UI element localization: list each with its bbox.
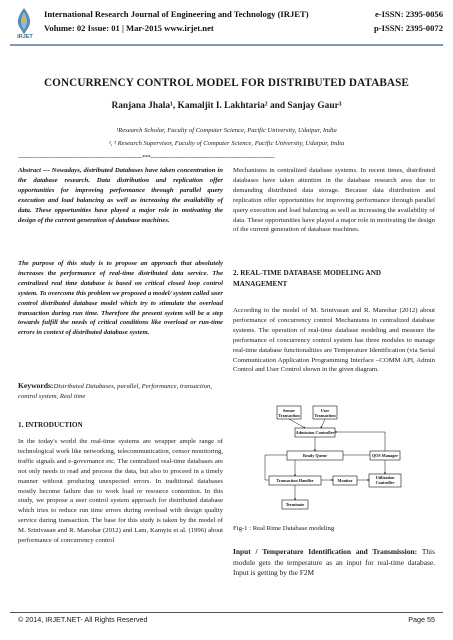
issue-line: Volume: 02 Issue: 01 | Mar-2015 www.irjet.net <box>44 23 214 33</box>
header-divider <box>10 44 443 46</box>
logo-text: IRJET <box>17 34 33 40</box>
admission-label: Admission Controller <box>295 430 335 435</box>
utilization-label-2: Controller <box>375 480 395 485</box>
ready-queue-label: Ready Queue <box>302 453 328 458</box>
eissn: e-ISSN: 2395-0056 <box>374 9 443 19</box>
intro-paragraph: In the today's world the real-time systems are wrapper ample range of technological work like networking, telecommunication, censor monitoring, traffic signals and e-governance etc. The centralized real-time databases are not only needs to read and process the data, but also to proceed in a timely manner without producing unexpected errors. In traditional databases mostly become failure due to work load or resource contention. In this study, we propose a user control system approach for distributed database which tries to reduce run time errors during overload with design quality service during transaction. The base for this study is taken by the model of M. Srinivasan and R. Manohar (2012) and Lam, Kamyiu et al. (1996) about performance of concurrency control <box>18 438 223 545</box>
affiliation-2: ², ³ Research Supervisor, Faculty of Computer Science, Pacific University, Udaipur, India <box>108 140 345 147</box>
keywords-label: Keywords: <box>18 381 54 390</box>
right-paragraph-2: According to the model of M. Srinivasan and R. Manohar (2012) about performance of concurrency control Mechanisms in centralized database systems. The operation of real-time database modeling and measure the performance of concurrency control system has three modules to manage real-time database functionalities are Temperature Identification (via Serial Communication Application Programming Interface –COMM API, Admin Control and User Control shown in the given diagram. <box>233 307 435 374</box>
utilization-label: Utilization <box>375 475 395 480</box>
figure-1-diagram <box>257 404 412 512</box>
sensor-label: Sensor <box>282 408 296 413</box>
journal-name: International Research Journal of Engineering and Technology (IRJET) <box>44 9 309 19</box>
paper-title: CONCURRENCY CONTROL MODEL FOR DISTRIBUTED DATABASE <box>43 77 409 89</box>
affiliation-1: ¹Research Scholar, Faculty of Computer Science, Pacific University, Udaipur, India <box>116 127 337 134</box>
section-2-heading: 2. REAL-TIME DATABASE MODELING AND MANAGEMENT <box>233 269 382 288</box>
footer-divider <box>10 612 443 613</box>
qos-label: QOS Manager <box>371 453 399 458</box>
copyright: © 2014, IRJET.NET- All Rights Reserved <box>18 615 148 624</box>
user-label: User <box>320 408 330 413</box>
section-separator: ---------------------------------------------------------------------***--------------------------------------------------------------------- <box>18 155 275 161</box>
pissn: p-ISSN: 2395-0072 <box>374 23 443 33</box>
intro-heading: 1. INTRODUCTION <box>18 421 83 429</box>
user-label-2: Transaction <box>314 413 336 418</box>
journal-header <box>10 6 443 46</box>
right-paragraph-3 <box>233 547 435 579</box>
module-heading: Input / Temperature Identification and Transmission: <box>233 547 418 556</box>
right-paragraph-1: Mechanisms in centralized database systems. In recent times, distributed databases have taken attention in the database research area due to demanding distributed data storage. Because data distribution and replication offer opportunities for improving performance through parallel query execution and load balancing as well as increasing the availability of data. These opportunities have played a major role in motivating the design of the current generation of database machines. <box>233 167 435 234</box>
page-number: Page 55 <box>408 615 435 624</box>
abstract-paragraph-2: The purpose of this study is to propose an approach that absolutely increases the performance of real-time distributed data service. The centralized real time database is based on critical closed loop control system. To overcome this problem we proposed a model/ system called user control distributed database model which try to stimulate the overload transaction during run time. Therefore the present system will be a step towards fulfill the needs of critical conditions like overload or run-time errors in context of distributed database system. <box>18 260 223 337</box>
terminate-label: Terminate <box>285 502 305 507</box>
monitor-label: Monitor <box>337 478 353 483</box>
sensor-label-2: Transaction <box>278 413 300 418</box>
handler-label: Transaction Handler <box>276 478 314 483</box>
authors: Ranjana Jhala¹, Kamaljit I. Lakhtaria² and Sanjay Gaur³ <box>111 101 342 111</box>
keywords <box>18 381 223 402</box>
abstract-paragraph-1: Abstract --- Nowadays, distributed Databases have taken concentration in the database research. Data distribution and replication offer opportunities for improving performance through parallel query execution and load balancing as well as increasing the availability of data. These opportunities have played a major role in motivating the design of the current generation of database machines. <box>18 167 223 224</box>
keywords-text: Distributed Databases, parallel, Performance, transaction, control system, Real time <box>18 383 213 400</box>
figure-caption: Fig-1 : Real Rime Database modeling <box>233 525 335 532</box>
module-text: This module gets the temperature as an input for real-time database. Input is getting by the F2M <box>233 547 435 577</box>
